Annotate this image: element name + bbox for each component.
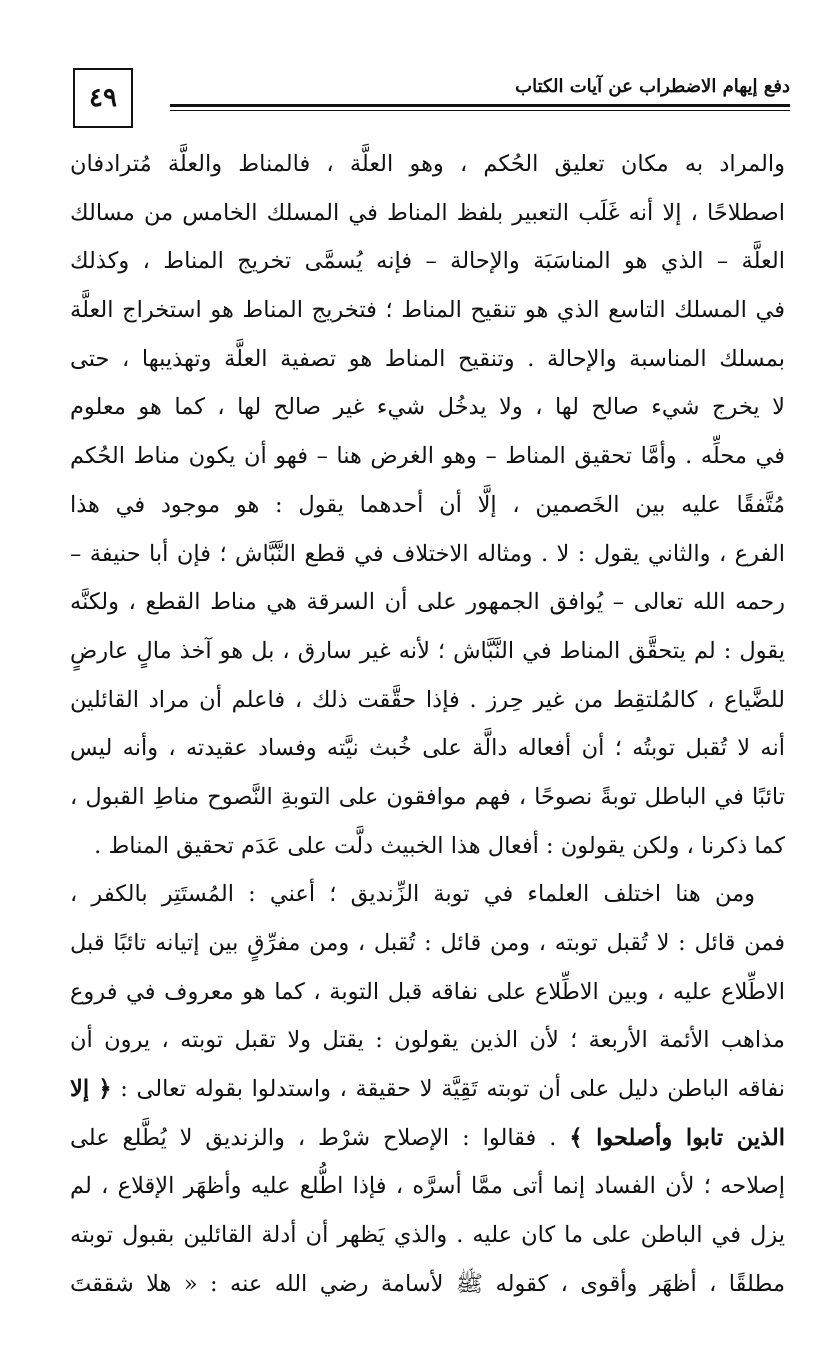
text-line: تائبًا في الباطل توبةً نصوحًا ، فهم موافقون على التوبةِ النَّصوح مناطِ القبول ، [70, 783, 785, 810]
text-line: للضَّياع ، كالمُلتقِط من غير حِرز . فإذا حقَّقت ذلك ، فاعلم أن مراد القائلين [70, 686, 785, 713]
text-line: في محلِّه . وأمَّا تحقيق المناط – وهو الغرض هنا – فهو أن يكون مناط الحُكم [70, 443, 785, 470]
text-line: فمن قائل : لا تُقبل توبته ، ومن قائل : تُقبل ، ومن مفرِّقٍ بين إتيانه تائبًا قبل [70, 930, 785, 956]
text-line: مُتَّفقًا عليه بين الخَصمين ، إلَّا أن أحدهما يقول : هو موجود في هذا [70, 491, 785, 518]
text-line: أنه لا تُقبل توبتُه ؛ أن أفعاله دالَّة على خُبث نيَّته وفساد عقيدته ، وأنه ليس [70, 735, 785, 762]
header-rule-thick [170, 104, 790, 107]
text-line: رحمه الله تعالى – يُوافق الجمهور على أن السرقة هي مناط القطع ، ولكنَّه [70, 589, 785, 616]
text-line: الفرع ، والثاني يقول : لا . ومثاله الاختلاف في قطع النَّبَّاش ؛ فإن أبا حنيفة – [70, 540, 785, 567]
text-line: مذاهب الأئمة الأربعة ؛ لأن الذين يقولون : يقتل ولا تقبل توبته ، يرون أن [70, 1027, 785, 1054]
text-line: العلَّة – الذي هو المناسَبَة والإحالة – فإنه يُسمَّى تخريج المناط ، وكذلك [70, 248, 785, 275]
text-line: يزل في الباطن على ما كان عليه . والذي يَظهر أن أدلة القائلين بقبول توبته [70, 1222, 785, 1249]
text-line: يقول : لم يتحقَّق المناط في النَّبَّاش ؛ لأنه غير سارق ، بل هو آخذ مالٍ عارضٍ [70, 637, 785, 664]
body-text [70, 140, 785, 1309]
text-line: بمسلك المناسبة والإحالة . وتنقيح المناط هو تصفية العلَّة وتهذيبها ، حتى [70, 345, 785, 372]
text-line: إصلاحه ؛ لأن الفساد إنما أتى ممَّا أسرَّه ، فإذا اطُّلع عليه وأظهَر الإقلاع ، لم [70, 1173, 785, 1200]
text-line: اصطلاحًا ، إلا أنه غَلَب التعبير بلفظ المناط في المسلك الخامس من مسالك [70, 199, 785, 226]
running-title: دفع إيهام الاضطراب عن آيات الكتاب [515, 76, 790, 97]
text-line: مطلقًا ، أظهَر وأقوى ، كقوله ﷺ لأسامة رضي الله عنه : « هلا شققتَ [70, 1270, 785, 1297]
text-line: الاطِّلاع عليه ، وبين الاطِّلاع على نفاقه قبل التوبة ، كما هو معروف في فروع [70, 978, 785, 1005]
text-line: والمراد به مكان تعليق الحُكم ، وهو العلَّة ، فالمناط والعلَّة مُترادفان [70, 151, 785, 177]
text-line: كما ذكرنا ، ولكن يقولون : أفعال هذا الخبيث دلَّت على عَدَم تحقيق المناط . [94, 832, 785, 859]
paragraph-start-line: ومن هنا اختلف العلماء في توبة الزِّنديق ؛ أعني : المُستَتِر بالكفر ، [70, 881, 755, 908]
quran-quote: ﴿ إلا [70, 1076, 112, 1103]
page-number: ٤٩ [73, 68, 133, 128]
header-rule-thin [170, 110, 790, 111]
text-line: نفاقه الباطن دليل على أن توبته تَقِيَّة لا حقيقة ، واستدلوا بقوله تعالى : ﴿ إلا [70, 1076, 785, 1103]
text-line: لا يخرج شيء صالح لها ، ولا يدخُل شيء غير صالح لها ، كما هو معلوم [70, 394, 785, 421]
quran-quote: الذين تابوا وأصلحوا ﴾ [569, 1124, 785, 1151]
text-line: الذين تابوا وأصلحوا ﴾ . فقالوا : الإصلاح شرْط ، والزنديق لا يُطَّلع على [70, 1124, 785, 1151]
text-line: في المسلك التاسع الذي هو تنقيح المناط ؛ فتخريج المناط هو استخراج العلَّة [70, 297, 785, 324]
